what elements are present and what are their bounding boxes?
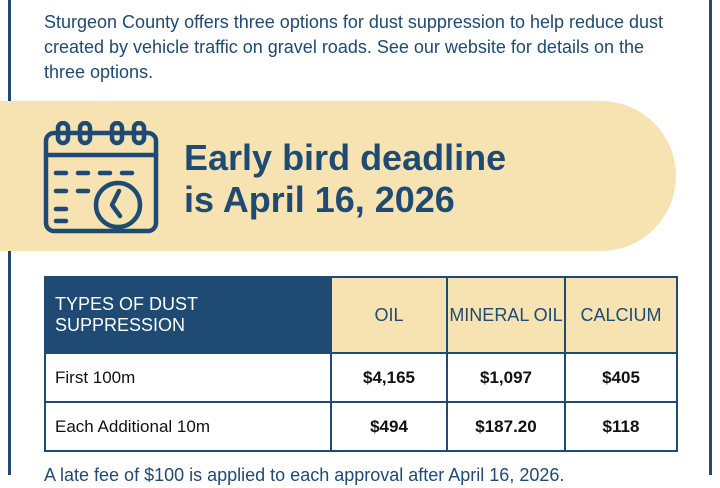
page-border-right — [709, 0, 712, 475]
cell-calcium-price: $118 — [565, 402, 677, 451]
deadline-heading — [184, 137, 506, 221]
table-row — [45, 402, 677, 451]
table-header-row — [45, 277, 677, 353]
deadline-heading-line1: Early bird deadline — [184, 137, 507, 178]
cell-calcium-price: $405 — [565, 353, 677, 402]
dust-suppression-price-table — [44, 276, 678, 452]
deadline-heading-line2: is April 16, 2026 — [184, 179, 455, 220]
header-mineral-oil: MINERAL OIL — [447, 277, 565, 353]
cell-oil-price: $494 — [331, 402, 447, 451]
table-row — [45, 353, 677, 402]
late-fee-note: A late fee of $100 is applied to each approval after April 16, 2026. — [44, 465, 565, 485]
intro-paragraph: Sturgeon County offers three options for dust suppression to help reduce dust created by vehicle traffic on gravel roads. See our website for details on the three options. — [44, 12, 664, 82]
cell-mineral-oil-price: $1,097 — [447, 353, 565, 402]
row-label: First 100m — [45, 353, 331, 402]
header-types-of-dust-suppression: TYPES OF DUST SUPPRESSION — [45, 277, 331, 353]
header-oil: OIL — [331, 277, 447, 353]
row-label: Each Additional 10m — [45, 402, 331, 451]
calendar-clock-icon — [42, 121, 160, 235]
cell-mineral-oil-price: $187.20 — [447, 402, 565, 451]
cell-oil-price: $4,165 — [331, 353, 447, 402]
header-calcium: CALCIUM — [565, 277, 677, 353]
